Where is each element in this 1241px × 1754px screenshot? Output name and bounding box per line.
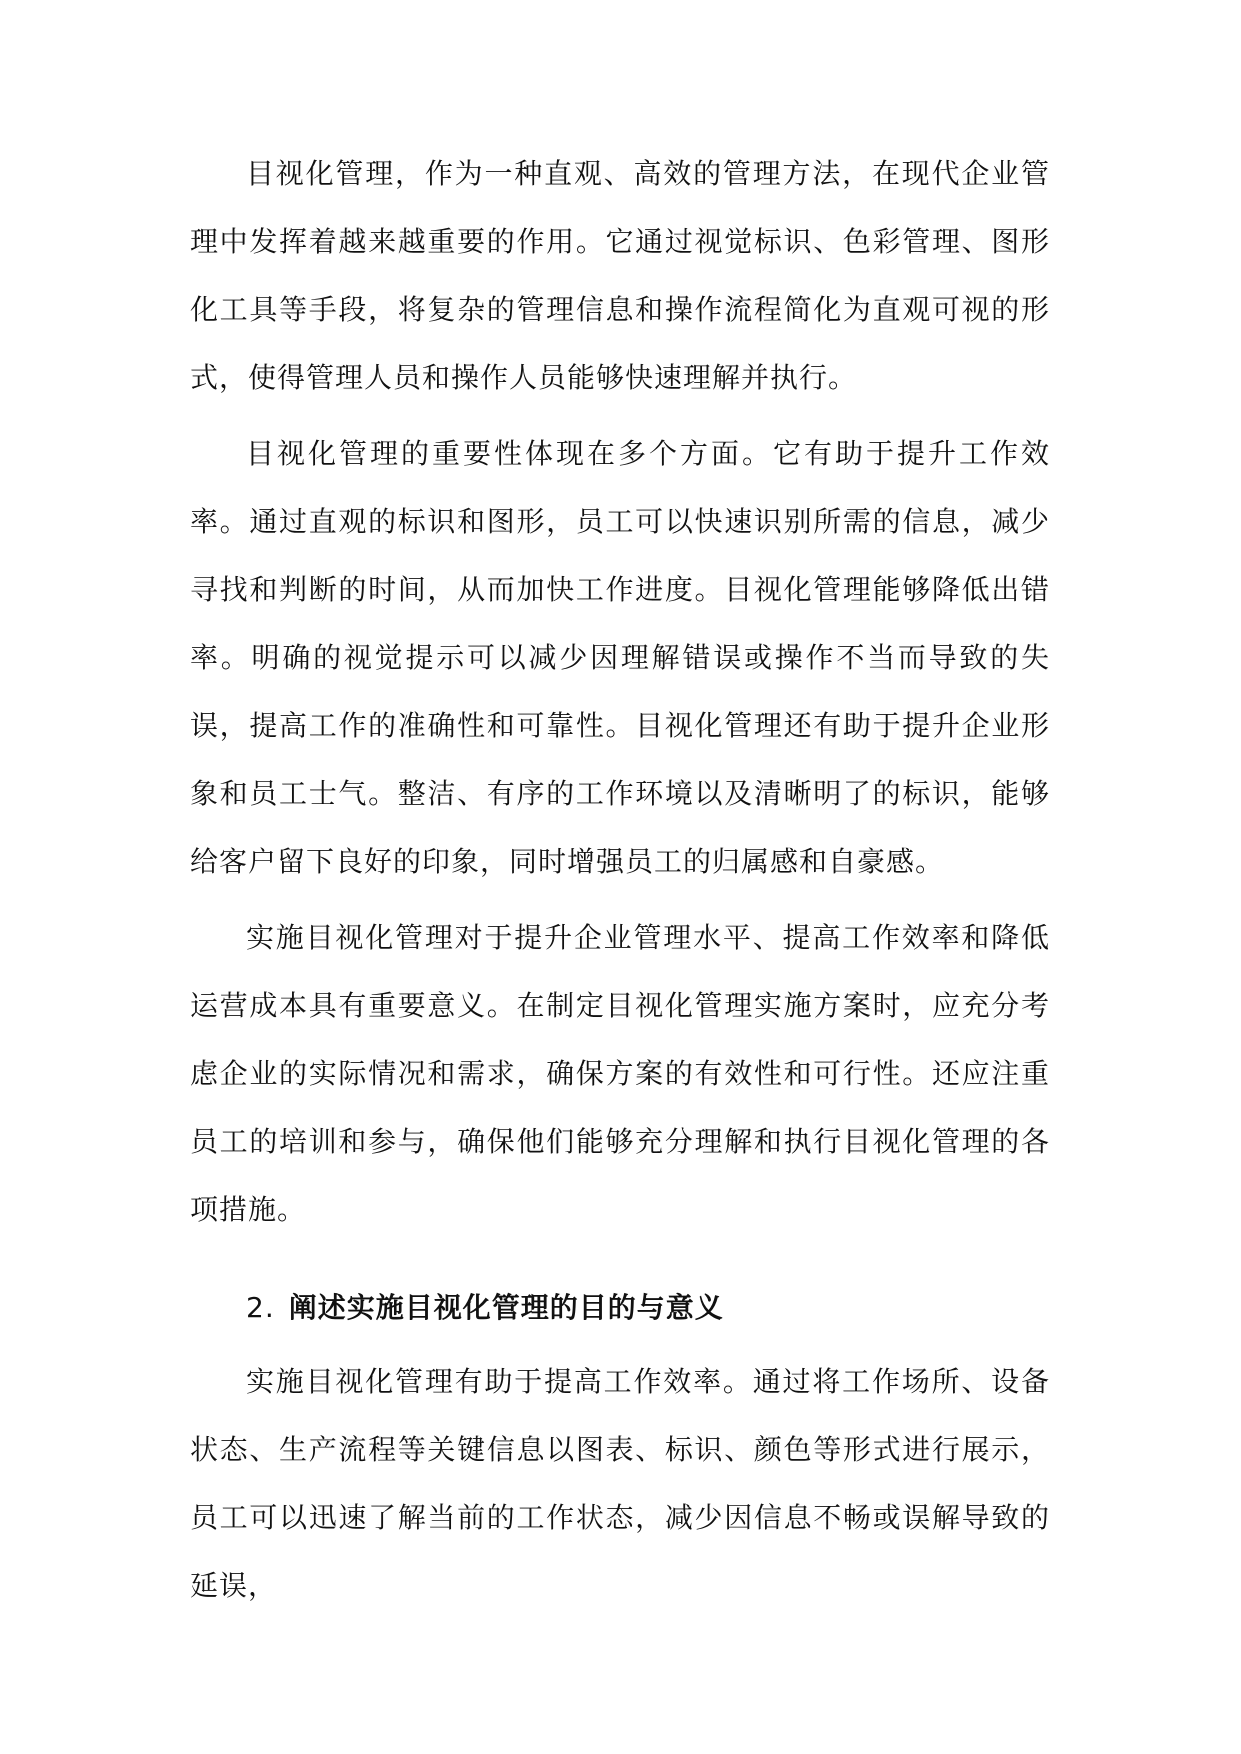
section-heading [190, 1280, 1050, 1336]
paragraph-importance: 目视化管理的重要性体现在多个方面。它有助于提升工作效率。通过直观的标识和图形，员工可以快速识别所需的信息，减少寻找和判断的时间，从而加快工作进度。目视化管理能够降低出错率。明确的视觉提示可以减少因理解错误或操作不当而导致的失误，提高工作的准确性和可靠性。目视化管理还有助于提升企业形象和员工士气。整洁、有序的工作环境以及清晰明了的标识，能够给客户留下良好的印象，同时增强员工的归属感和自豪感。 [190, 437, 1050, 878]
section-number: 2. [246, 1291, 275, 1324]
paragraph-intro: 目视化管理，作为一种直观、高效的管理方法，在现代企业管理中发挥着越来越重要的作用。它通过视觉标识、色彩管理、图形化工具等手段，将复杂的管理信息和操作流程简化为直观可视的形式，使得管理人员和操作人员能够快速理解并执行。 [190, 157, 1050, 394]
paragraph-significance: 实施目视化管理对于提升企业管理水平、提高工作效率和降低运营成本具有重要意义。在制定目视化管理实施方案时，应充分考虑企业的实际情况和需求，确保方案的有效性和可行性。还应注重员工的培训和参与，确保他们能够充分理解和执行目视化管理的各项措施。 [190, 921, 1050, 1226]
paragraph-purpose: 实施目视化管理有助于提高工作效率。通过将工作场所、设备状态、生产流程等关键信息以图表、标识、颜色等形式进行展示，员工可以迅速了解当前的工作状态，减少因信息不畅或误解导致的延误， [190, 1365, 1050, 1602]
document-body [190, 140, 1050, 1628]
section-title: 阐述实施目视化管理的目的与意义 [288, 1291, 724, 1324]
